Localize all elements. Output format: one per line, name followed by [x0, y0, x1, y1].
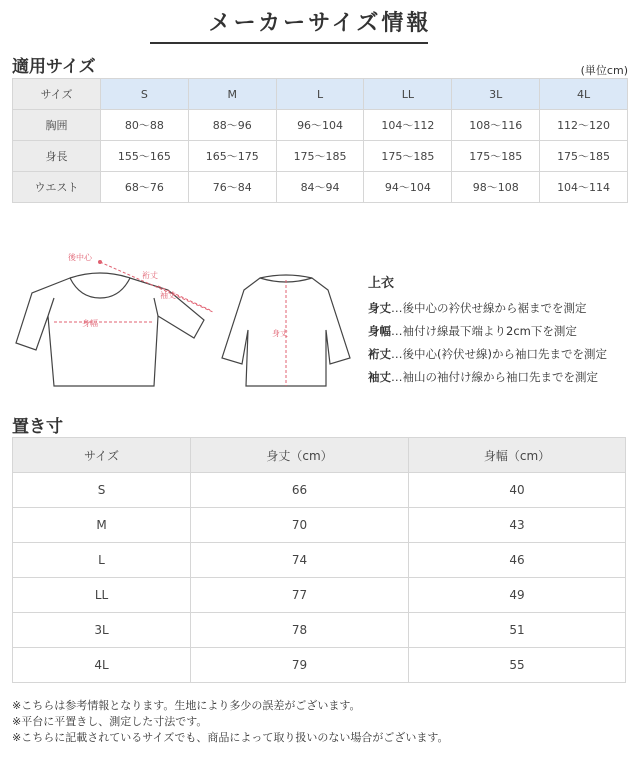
header-cell: サイズ: [13, 79, 101, 110]
row-label: 身長: [13, 141, 101, 172]
label-mihaba: 身幅: [82, 319, 98, 328]
table-cell: 43: [409, 508, 626, 543]
label-back-center: 後中心: [68, 253, 92, 262]
table-cell: 104〜112: [364, 110, 452, 141]
description-item: [368, 366, 607, 389]
note-line: ※こちらは参考情報となります。生地により多少の誤差がございます。: [12, 699, 361, 712]
description-term: 身丈: [368, 301, 391, 315]
header-cell: サイズ: [13, 438, 191, 473]
table-cell: 94〜104: [364, 172, 452, 203]
table-cell: 80〜88: [101, 110, 189, 141]
notes: [12, 698, 448, 746]
note-line: ※こちらに記載されているサイズでも、商品によって取り扱いのない場合がございます。: [12, 731, 449, 744]
header-cell: 身丈（cm）: [191, 438, 409, 473]
garment-diagram: [8, 238, 358, 398]
table-cell: M: [13, 508, 191, 543]
row-label: 胸囲: [13, 110, 101, 141]
table-cell: L: [13, 543, 191, 578]
header-cell: 4L: [540, 79, 628, 110]
applicable-size-table: [12, 78, 628, 203]
note-line: ※平台に平置きし、測定した寸法です。: [12, 715, 208, 728]
table-cell: 66: [191, 473, 409, 508]
table-cell: 88〜96: [188, 110, 276, 141]
description-term: 袖丈: [368, 370, 391, 384]
unit-label: (単位cm): [580, 64, 628, 77]
flat-measure-table: [12, 437, 626, 683]
table-cell: LL: [13, 578, 191, 613]
page-title: メーカーサイズ情報: [208, 11, 432, 36]
table-cell: 46: [409, 543, 626, 578]
table-row: [13, 473, 626, 508]
table-cell: S: [13, 473, 191, 508]
table-header-row: [13, 79, 628, 110]
table-row: [13, 543, 626, 578]
table-cell: 96〜104: [276, 110, 364, 141]
description-term: 身幅: [368, 324, 391, 338]
table-cell: 84〜94: [276, 172, 364, 203]
table-cell: 165〜175: [188, 141, 276, 172]
back-center-point: [98, 260, 102, 264]
table-cell: 4L: [13, 648, 191, 683]
table-row: [13, 613, 626, 648]
table-cell: 70: [191, 508, 409, 543]
table-cell: 175〜185: [276, 141, 364, 172]
description-term: 裄丈: [368, 347, 391, 361]
description-text: …袖付け線最下端より2cm下を測定: [391, 324, 577, 338]
table-row: [13, 578, 626, 613]
description-item: [368, 320, 607, 343]
table-cell: 112〜120: [540, 110, 628, 141]
table-cell: 74: [191, 543, 409, 578]
table-row: [13, 110, 628, 141]
table-cell: 175〜185: [540, 141, 628, 172]
table-cell: 76〜84: [188, 172, 276, 203]
description-item: [368, 297, 607, 320]
header-cell: S: [101, 79, 189, 110]
description-title: 上衣: [368, 276, 395, 291]
table-cell: 40: [409, 473, 626, 508]
description-text: …後中心(衿伏せ線)から袖口先までを測定: [391, 347, 607, 361]
description-text: …後中心の衿伏せ線から裾までを測定: [391, 301, 587, 315]
applicable-size-heading: 適用サイズ: [12, 57, 96, 77]
table-cell: 77: [191, 578, 409, 613]
table-cell: 155〜165: [101, 141, 189, 172]
label-mitake: 身丈: [272, 329, 288, 338]
header-cell: L: [276, 79, 364, 110]
table-cell: 104〜114: [540, 172, 628, 203]
table-cell: 78: [191, 613, 409, 648]
header-cell: M: [188, 79, 276, 110]
table-cell: 51: [409, 613, 626, 648]
header-cell: 3L: [452, 79, 540, 110]
row-label: ウエスト: [13, 172, 101, 203]
table-cell: 98〜108: [452, 172, 540, 203]
table-row: [13, 508, 626, 543]
flat-measure-heading: 置き寸: [12, 417, 63, 437]
title-underline: [150, 42, 428, 44]
table-cell: 175〜185: [364, 141, 452, 172]
measurement-description: [368, 272, 607, 389]
label-yuki: 裄丈: [142, 271, 158, 280]
front-shirt-illustration: [16, 273, 204, 386]
table-cell: 55: [409, 648, 626, 683]
table-row: [13, 648, 626, 683]
table-cell: 49: [409, 578, 626, 613]
header-cell: 身幅（cm）: [409, 438, 626, 473]
description-item: [368, 343, 607, 366]
table-header-row: [13, 438, 626, 473]
table-cell: 3L: [13, 613, 191, 648]
table-cell: 108〜116: [452, 110, 540, 141]
header-cell: LL: [364, 79, 452, 110]
table-row: [13, 141, 628, 172]
description-text: …袖山の袖付け線から袖口先までを測定: [391, 370, 598, 384]
table-cell: 68〜76: [101, 172, 189, 203]
table-cell: 79: [191, 648, 409, 683]
label-sodetake: 袖丈: [160, 291, 176, 300]
table-cell: 175〜185: [452, 141, 540, 172]
table-row: [13, 172, 628, 203]
